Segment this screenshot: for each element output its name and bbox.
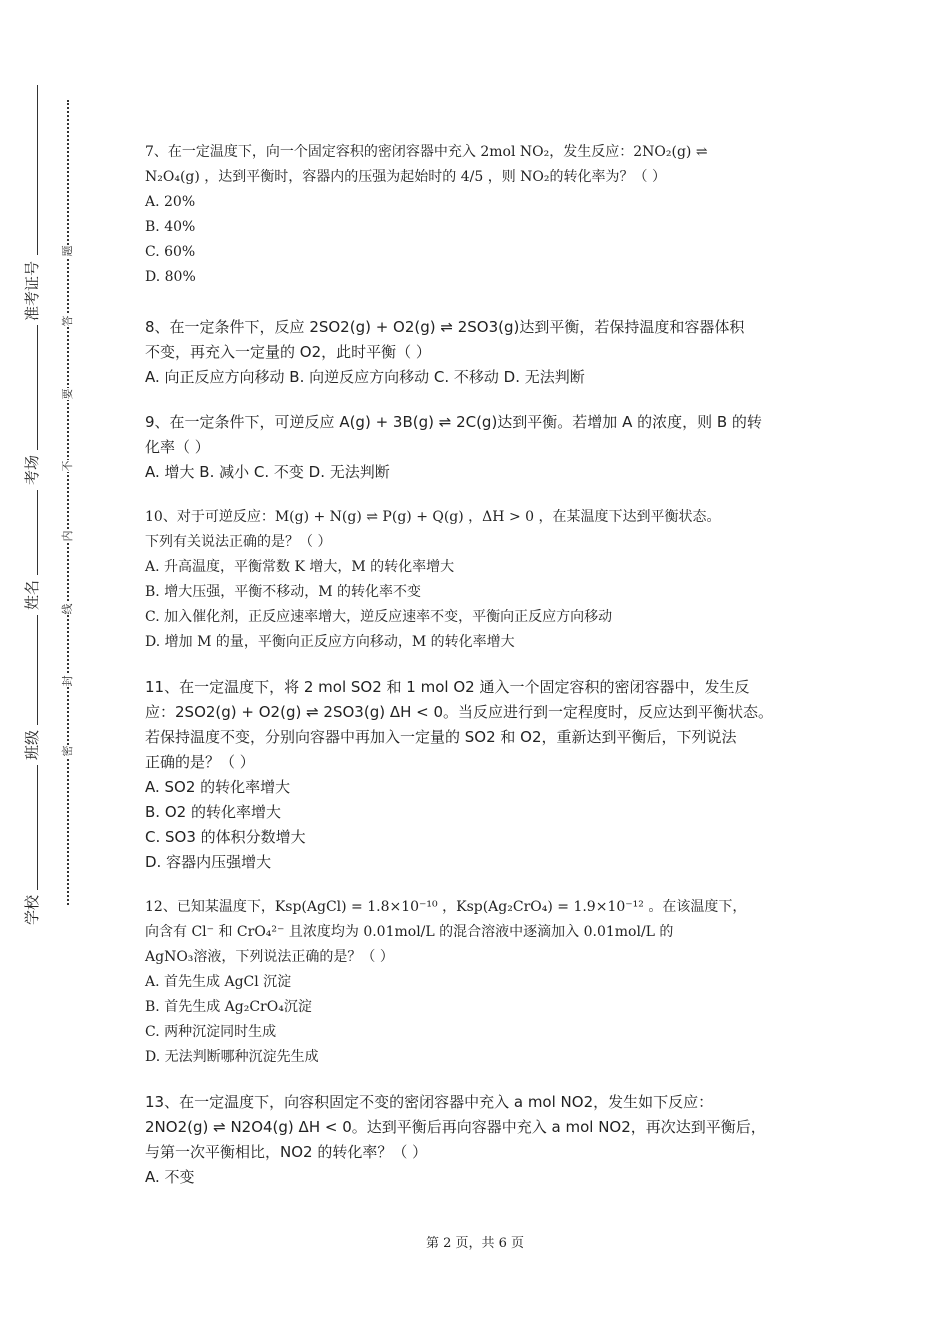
question-10-line-2: 下列有关说法正确的是？（ ）: [145, 534, 332, 550]
question-7-option-c: C. 60%: [145, 244, 196, 260]
binding-line: [37, 85, 38, 920]
question-8-line-1: 8、在一定条件下，反应 2SO2(g) + O2(g) ⇌ 2SO3(g)达到平衡，若保持温度和容器体积: [145, 318, 745, 336]
seal-char-nei: 内: [61, 530, 74, 542]
question-8: [145, 315, 825, 390]
question-10-option-a: A. 升高温度，平衡常数 K 增大，M 的转化率增大: [145, 559, 455, 575]
question-12: [145, 895, 825, 1070]
question-10-line-1: 10、对于可逆反应：M(g) + N(g) ⇌ P(g) + Q(g) ，ΔH > 0 ，在某温度下达到平衡状态。: [145, 509, 721, 525]
question-11: [145, 675, 825, 875]
question-11-line-2: 应：2SO2(g) + O2(g) ⇌ 2SO3(g) ΔH < 0。当反应进行到一定程度时，反应达到平衡状态。: [145, 703, 774, 721]
question-12-line-2: 向含有 Cl⁻ 和 CrO₄²⁻ 且浓度均为 0.01mol/L 的混合溶液中逐滴加入 0.01mol/L 的: [145, 924, 674, 940]
question-8-options: A. 向正反应方向移动 B. 向逆反应方向移动 C. 不移动 D. 无法判断: [145, 368, 585, 386]
name-label: 姓名: [22, 575, 42, 615]
question-11-line-3: 若保持温度不变，分别向容器中再加入一定量的 SO2 和 O2，重新达到平衡后，下列说法: [145, 728, 737, 746]
question-11-option-d: D. 容器内压强增大: [145, 853, 272, 871]
seal-char-xian: 线: [61, 603, 74, 615]
question-11-option-c: C. SO3 的体积分数增大: [145, 828, 306, 846]
question-7-line-2: N₂O₄(g) ，达到平衡时，容器内的压强为起始时的 4/5 ，则 NO₂的转化率为？（ ）: [145, 169, 666, 185]
seal-char-bu: 不: [61, 460, 74, 472]
question-13-line-2: 2NO2(g) ⇌ N2O4(g) ΔH < 0。达到平衡后再向容器中充入 a mol NO2，再次达到平衡后，: [145, 1118, 766, 1136]
question-10-option-d: D. 增加 M 的量，平衡向正反应方向移动，M 的转化率增大: [145, 634, 515, 650]
seal-char-ti: 题: [61, 245, 74, 257]
question-9-options: A. 增大 B. 减小 C. 不变 D. 无法判断: [145, 463, 390, 481]
question-7-option-a: A. 20%: [145, 194, 196, 210]
class-label: 班级: [22, 725, 42, 765]
question-8-line-2: 不变，再充入一定量的 O2，此时平衡（ ）: [145, 343, 431, 361]
question-13: [145, 1090, 825, 1190]
school-label: 学校: [22, 890, 42, 930]
question-list: [145, 140, 825, 1210]
exam-room-label: 考场: [22, 450, 42, 490]
question-7-option-d: D. 80%: [145, 269, 196, 285]
seal-dotted-line: [67, 100, 69, 905]
question-12-option-d: D. 无法判断哪种沉淀先生成: [145, 1049, 319, 1065]
exam-number-label: 准考证号: [22, 255, 42, 325]
question-11-option-b: B. O2 的转化率增大: [145, 803, 281, 821]
question-13-line-1: 13、在一定温度下，向容积固定不变的密闭容器中充入 a mol NO2，发生如下反应：: [145, 1093, 714, 1111]
question-10-option-b: B. 增大压强，平衡不移动，M 的转化率不变: [145, 584, 421, 600]
page-footer: 第 2 页，共 6 页: [425, 1236, 525, 1251]
question-9: [145, 410, 825, 485]
question-12-option-c: C. 两种沉淀同时生成: [145, 1024, 277, 1040]
question-12-line-3: AgNO₃溶液，下列说法正确的是？（ ）: [145, 949, 394, 965]
question-13-line-3: 与第一次平衡相比，NO2 的转化率？（ ）: [145, 1143, 428, 1161]
seal-char-mi: 密: [61, 745, 74, 757]
question-12-option-a: A. 首先生成 AgCl 沉淀: [145, 974, 292, 990]
question-7-option-b: B. 40%: [145, 219, 196, 235]
question-12-line-1: 12、已知某温度下，Ksp(AgCl) = 1.8×10⁻¹⁰ ，Ksp(Ag₂CrO₄) = 1.9×10⁻¹² 。在该温度下，: [145, 899, 747, 915]
question-11-line-1: 11、在一定温度下，将 2 mol SO2 和 1 mol O2 通入一个固定容积的密闭容器中，发生反: [145, 678, 750, 696]
question-12-option-b: B. 首先生成 Ag₂CrO₄沉淀: [145, 999, 312, 1015]
seal-char-feng: 封: [61, 675, 74, 687]
seal-char-yao: 要: [61, 388, 74, 400]
question-7-line-1: 7、在一定温度下，向一个固定容积的密闭容器中充入 2mol NO₂，发生反应：2NO₂(g) ⇌: [145, 144, 708, 160]
question-13-option-a: A. 不变: [145, 1168, 195, 1186]
question-11-option-a: A. SO2 的转化率增大: [145, 778, 291, 796]
question-9-line-1: 9、在一定条件下，可逆反应 A(g) + 3B(g) ⇌ 2C(g)达到平衡。若增加 A 的浓度，则 B 的转: [145, 413, 762, 431]
seal-char-da: 答: [61, 315, 74, 327]
question-10-option-c: C. 加入催化剂，正反应速率增大，逆反应速率不变，平衡向正反应方向移动: [145, 609, 613, 625]
question-10: [145, 505, 825, 655]
question-11-line-4: 正确的是？（ ）: [145, 753, 255, 771]
question-7: [145, 140, 825, 290]
question-9-line-2: 化率（ ）: [145, 438, 210, 456]
